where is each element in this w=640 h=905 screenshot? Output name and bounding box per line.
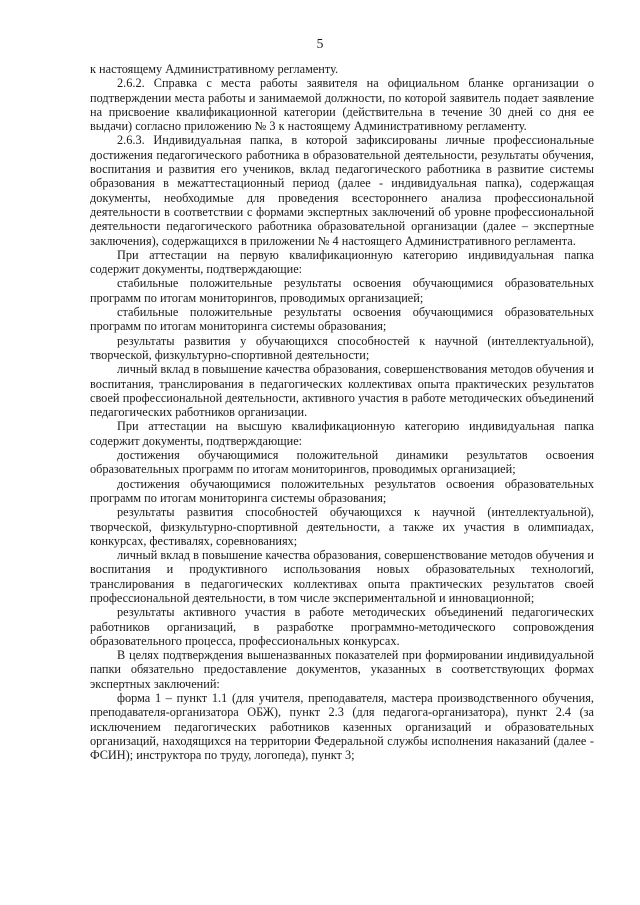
page-number: 5 (316, 36, 324, 51)
paragraph: При аттестации на первую квалификационную категорию индивидуальная папка содержит документы, подтверждающие: (90, 247, 594, 277)
paragraph: к настоящему Административному регламенту. (90, 62, 339, 76)
paragraph: личный вклад в повышение качества образования, совершенствования методов обучения и воспитания, транслирования в педагогических коллективах опыта практических результатов своей профессиональной деятельности, активного участия в работе методических объединений педагогических работников организации. (90, 362, 595, 420)
paragraph: достижения обучающимися положительной динамики результатов освоения образовательных программ по итогам мониторингов, проводимых организацией; (90, 448, 594, 477)
paragraph: результаты активного участия в работе методических объединений педагогических работников организаций, в разработке программно-методического сопровождения образовательного процесса, профессиональных конкурсах. (90, 605, 594, 648)
document-body (90, 62, 594, 763)
paragraph: достижения обучающимися положительных результатов освоения образовательных программ по итогам мониторинга системы образования; (90, 476, 594, 505)
paragraph: В целях подтверждения вышеназванных показателей при формировании индивидуальной папки обязательно предоставление документов, указанных в соответствующих формах экспертных заключений: (90, 648, 594, 691)
paragraph: личный вклад в повышение качества образования, совершенствование методов обучения и воспитания и продуктивного использования новых образовательных технологий, транслирования в педагогических коллективах опыта практических результатов своей профессиональной деятельности, в том числе экспериментальной и инновационной; (90, 548, 594, 605)
paragraph: 2.6.3. Индивидуальная папка, в которой зафиксированы личные профессиональные достижения педагогического работника в образовательной деятельности, результаты обучения, воспитания и развития его учеников, вклад педагогического работника в развитие системы образования в межаттестационный период (далее - индивидуальная папка), содержащая документы, необходимые для проведения всестороннего анализа профессиональной деятельности в соответствии с формами экспертных заключений об уровне профессиональной деятельности педагогического работника образовательной организации (далее – экспертные заключения), содержащихся в приложении № 4 настоящего Административного регламента. (90, 133, 594, 248)
paragraph: форма 1 – пункт 1.1 (для учителя, преподавателя, мастера производственного обучения, преподавателя-организатора ОБЖ), пункт 2.3 (для педагога-организатора), пункт 2.4 (за исключением педагогических работников казенных организаций и образовательных организаций, находящихся на территории Федеральной службы исполнения наказаний (далее - ФСИН); инструктора по труду, логопеда), пункт 3; (90, 691, 594, 763)
paragraph: стабильные положительные результаты освоения обучающимися образовательных программ по итогам мониторингов, проводимых организацией; (90, 276, 594, 305)
paragraph: При аттестации на высшую квалификационную категорию индивидуальная папка содержит документы, подтверждающие: (90, 419, 594, 448)
paragraph: стабильные положительные результаты освоения обучающимися образовательных программ по итогам мониторинга системы образования; (90, 305, 594, 334)
paragraph: результаты развития у обучающихся способностей к научной (интеллектуальной), творческой, физкультурно-спортивной деятельности; (90, 333, 594, 362)
paragraph: результаты развития способностей обучающихся к научной (интеллектуальной), творческой, физкультурно-спортивной деятельности, а также их участия в олимпиадах, конкурсах, фестивалях, соревнованиях; (90, 505, 594, 548)
paragraph: 2.6.2. Справка с места работы заявителя на официальном бланке организации о подтверждении места работы и занимаемой должности, по которой заявитель подает заявление на присвоение квалификационной категории (действительна в течение 30 дней со дня ее выдачи) согласно приложению № 3 к настоящему Административному регламенту. (90, 76, 594, 134)
